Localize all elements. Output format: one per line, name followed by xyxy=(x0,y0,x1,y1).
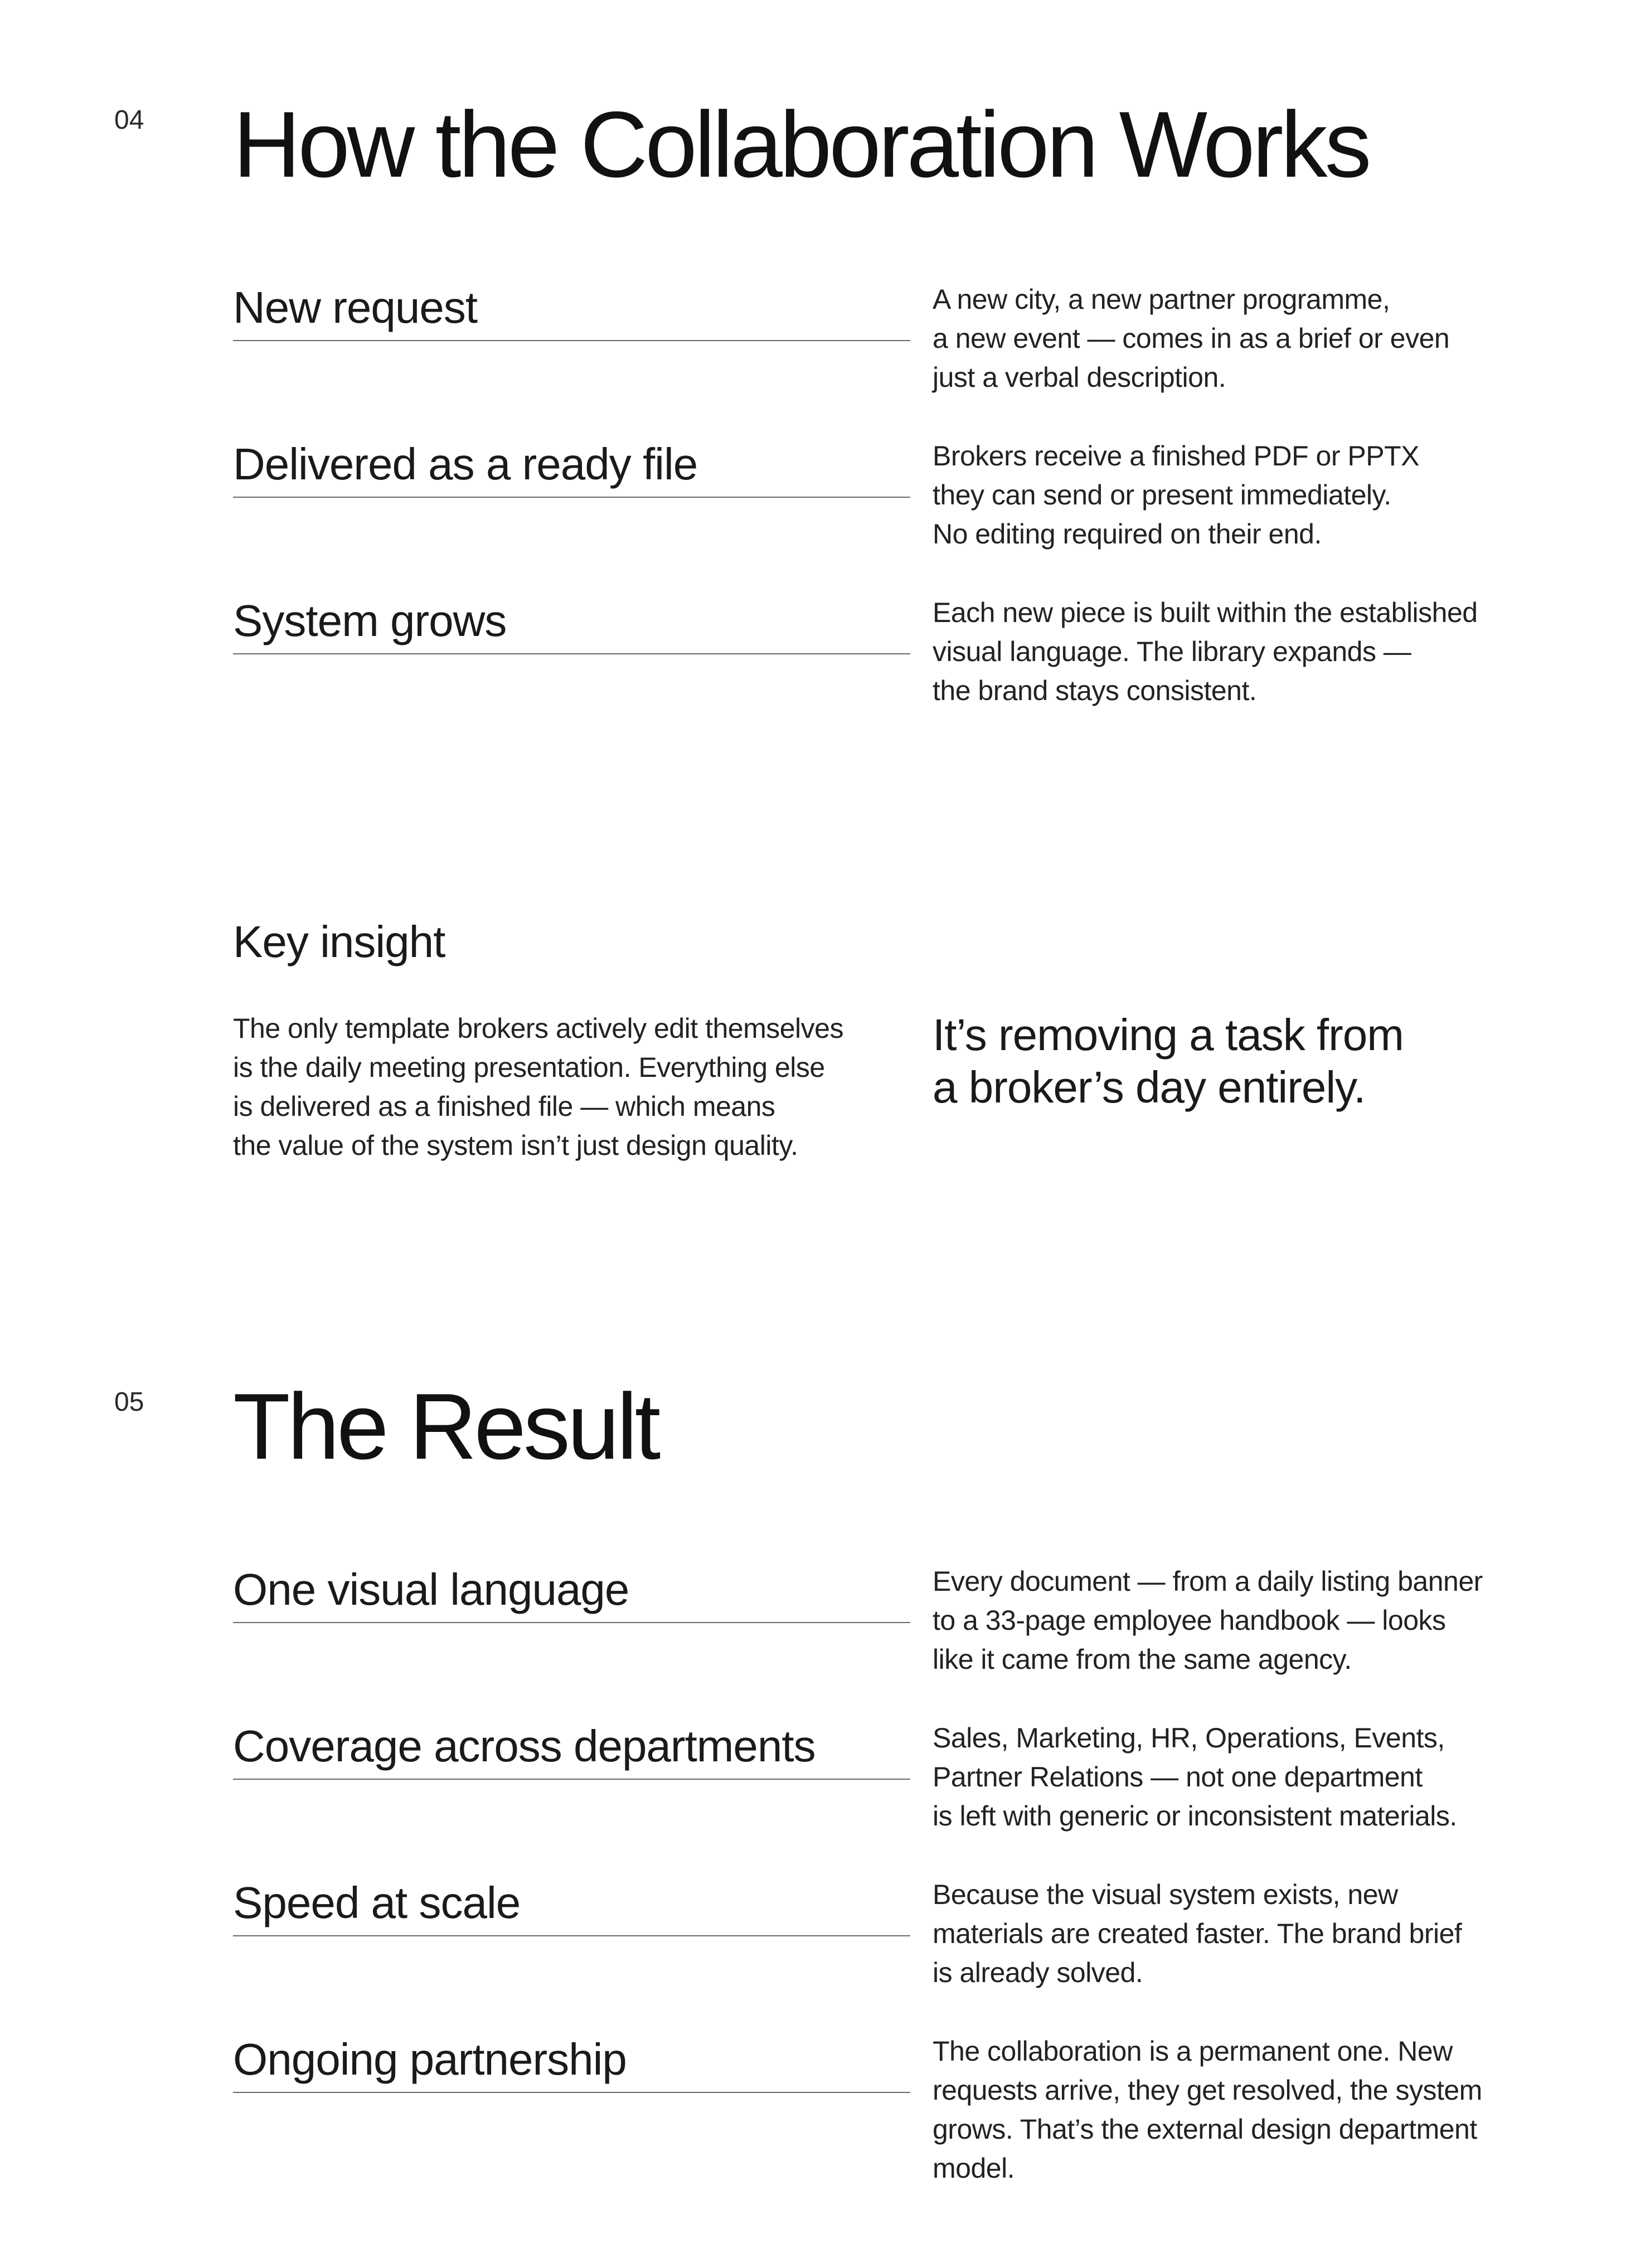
item-description: Brokers receive a finished PDF or PPTX they can send or present immediately. No editing required on their end. xyxy=(933,440,1419,550)
item-heading-rule xyxy=(233,436,910,498)
item-heading: New request xyxy=(233,283,478,332)
item-heading: Delivered as a ready file xyxy=(233,439,698,489)
item-description: Each new piece is built within the established visual language. The library expands — the brand stays consistent. xyxy=(933,597,1478,706)
key-insight-quote: It’s removing a task from a broker’s day entirely. xyxy=(933,1010,1404,1112)
item-description: A new city, a new partner programme, a new event — comes in as a brief or even just a verbal description. xyxy=(933,284,1450,393)
item-heading-rule xyxy=(233,1875,910,1936)
item-heading: One visual language xyxy=(233,1565,629,1614)
item-heading: System grows xyxy=(233,596,507,645)
item-heading-rule xyxy=(233,1562,910,1623)
item-heading-rule xyxy=(233,2032,910,2093)
section-title: How the Collaboration Works xyxy=(233,92,1369,197)
key-insight-heading: Key insight xyxy=(233,917,445,967)
item-description: Sales, Marketing, HR, Operations, Events, Partner Relations — not one department is left with generic or inconsistent materials. xyxy=(933,1722,1457,1832)
item-description: Because the visual system exists, new materials are created faster. The brand brief is already solved. xyxy=(933,1879,1462,1988)
item-description: Every document — from a daily listing banner to a 33-page employee handbook — looks like it came from the same agency. xyxy=(933,1566,1483,1675)
item-heading-rule xyxy=(233,280,910,341)
item-heading: Coverage across departments xyxy=(233,1721,816,1771)
section-number: 04 xyxy=(114,105,144,135)
item-heading: Ongoing partnership xyxy=(233,2034,627,2084)
item-heading: Speed at scale xyxy=(233,1878,521,1927)
item-description: The collaboration is a permanent one. New requests arrive, they get resolved, the system grows. That’s the external design department model. xyxy=(933,2036,1482,2184)
item-heading-rule xyxy=(233,1718,910,1780)
key-insight-body: The only template brokers actively edit themselves is the daily meeting presentation. Everything else is delivered as a finished file — which means the value of the system isn’t just design quality. xyxy=(233,1013,843,1161)
item-heading-rule xyxy=(233,593,910,654)
section-title: The Result xyxy=(233,1374,658,1479)
section-number: 05 xyxy=(114,1387,144,1417)
